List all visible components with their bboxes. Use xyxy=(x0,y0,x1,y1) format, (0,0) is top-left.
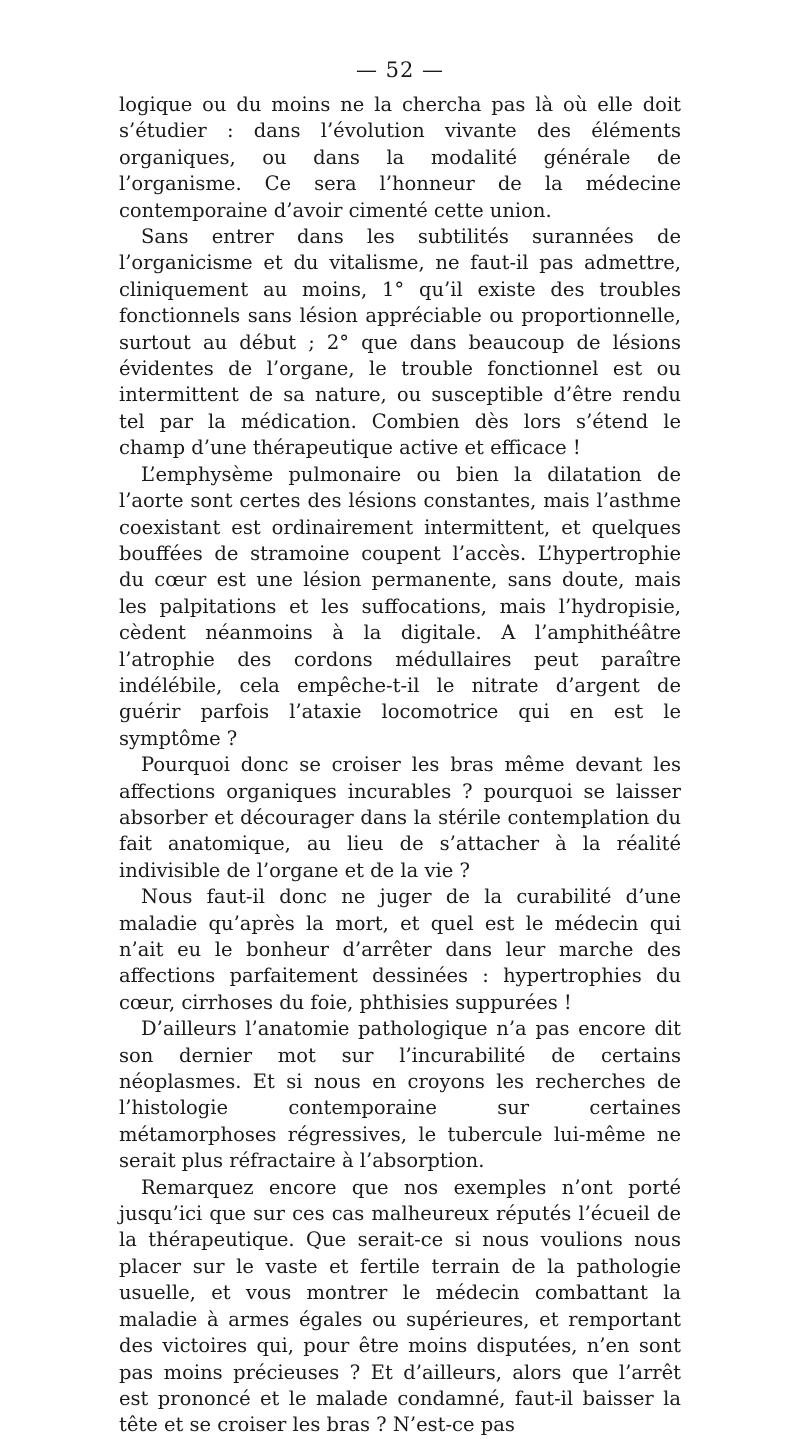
paragraph: Pourquoi donc se croiser les bras même devant les affections organiques incurables ? pourquoi se laisser absorber et décourager dans la stérile contemplation du fait anatomique, au lieu de s’attacher à la réalité indivisible de l’organe et de la vie ? xyxy=(119,753,681,882)
paragraph: Sans entrer dans les subtilités surannées de l’organicisme et du vitalisme, ne faut-il pas admettre, cliniquement au moins, 1° qu’il existe des troubles fonctionnels sans lésion appréciable ou proportionnelle, surtout au début ; 2° que dans beaucoup de lésions évidentes de l’organe, le trouble fonctionnel est ou intermittent de sa nature, ou susceptible d’être rendu tel par la médication. Combien dès lors s’étend le champ d’une thérapeutique active et efficace ! xyxy=(119,225,681,460)
paragraph: Remarquez encore que nos exemples n’ont porté jusqu’ici que sur ces cas malheureux réputés l’écueil de la thérapeutique. Que serait-ce si nous voulions nous placer sur le vaste et fertile terrain de la pathologie usuelle, et vous montrer le médecin combattant la maladie à armes égales ou supérieures, et remportant des victoires qui, pour être moins disputées, n’en sont pas moins précieuses ? Et d’ailleurs, alors que l’arrêt est prononcé et le malade condamné, faut-il baisser la tête et se croiser les bras ? N’est-ce pas xyxy=(119,1175,681,1437)
paragraph: L’emphysème pulmonaire ou bien la dilatation de l’aorte sont certes des lésions constantes, mais l’asthme coexistant est ordinairement intermittent, et quelques bouffées de stramoine coupent l’accès. L’hypertrophie du cœur est une lésion permanente, sans doute, mais les palpitations et les suffocations, mais l’hydropisie, cèdent néanmoins à la digitale. A l’amphithéâtre l’atrophie des cordons médullaires peut paraître indélébile, cela empêche-t-il le nitrate d’argent de guérir parfois l’ataxie locomotrice qui en est le symptôme ? xyxy=(119,462,681,750)
paragraph-continued: logique ou du moins ne la chercha pas là où elle doit s’étudier : dans l’évolution vivante des éléments organiques, ou dans la modalité générale de l’organisme. Ce sera l’honneur de la médecine contemporaine d’avoir cimenté cette union. xyxy=(119,93,681,222)
paragraph: D’ailleurs l’anatomie pathologique n’a pas encore dit son dernier mot sur l’incurabilité de certains néoplasmes. Et si nous en croyons les recherches de l’histologie contemporaine sur certaines métamorphoses régressives, le tubercule lui-même ne serait plus réfractaire à l’absorption. xyxy=(119,1017,681,1173)
page-number: — 52 — xyxy=(355,58,445,82)
body-text xyxy=(119,92,681,1439)
paragraph: Nous faut-il donc ne juger de la curabilité d’une maladie qu’après la mort, et quel est le médecin qui n’ait eu le bonheur d’arrêter dans leur marche des affections parfaitement dessinées : hypertrophies du cœur, cirrhoses du foie, phthisies suppurées ! xyxy=(119,885,681,1014)
